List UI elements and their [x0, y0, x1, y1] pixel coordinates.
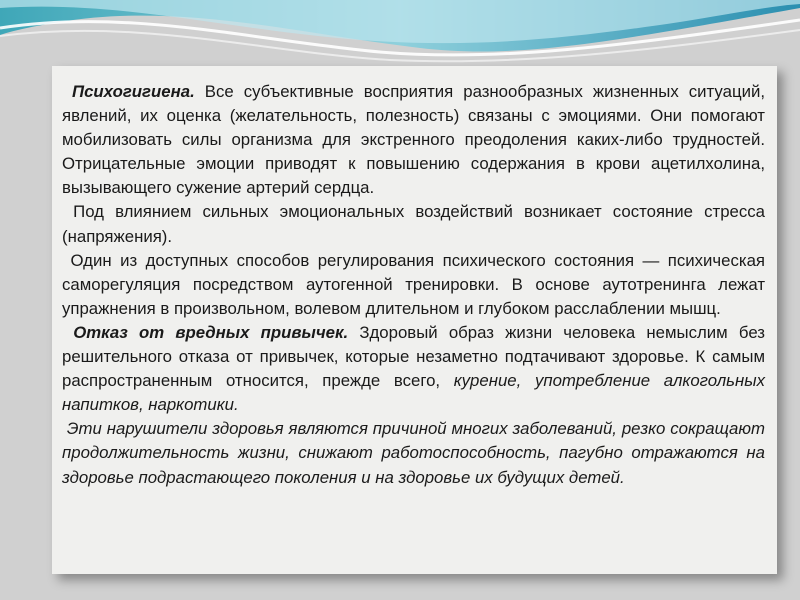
- paragraph-lead: Психогигиена.: [72, 82, 195, 101]
- paragraph-bad-habits: [62, 321, 765, 417]
- paragraph-psychohygiene: [62, 80, 765, 200]
- paragraph-text: Все субъективные восприятия разнообразных жизненных ситуаций, явлений, их оценка (желательность, полезность) связаны с эмоциями. Они помогают мобилизовать силы организма для экстренного преодоления каких-либо трудностей. Отрицательные эмоции приводят к повышению содержания в крови ацетилхолина, вызывающего сужение артерий сердца.: [62, 82, 765, 198]
- paragraph-text: Один из доступных способов регулирования психического состояния — психическая саморегуляция посредством аутогенной тренировки. В основе аутотренинга лежат упражнения в произвольном, волевом длительном и глубоком расслаблении мышц.: [62, 250, 765, 318]
- paragraph-autotraining: [62, 249, 765, 321]
- paragraph-text: Под влиянием сильных эмоциональных воздействий возникает состояние стресса (напряжения).: [62, 202, 765, 246]
- paragraph-text: Эти нарушители здоровья являются причиной многих заболеваний, резко сокращают продолжительность жизни, снижают работоспособность, пагубно отражаются на здоровье подрастающего поколения и на здоровье их будущих детей.: [62, 419, 765, 487]
- paragraph-italic: курение, употребление алкогольных напитков, наркотики.: [62, 371, 765, 415]
- paragraph-lead: Отказ от вредных привычек.: [73, 322, 349, 342]
- paragraph-stress: [62, 200, 765, 248]
- paragraph-text: Здоровый образ жизни человека немыслим без решительного отказа от привычек, которые незаметно подтачивают здоровье. К самым распространенным относится, прежде всего,: [62, 322, 765, 391]
- text-body: [62, 80, 765, 490]
- paragraph-health-violators: [62, 417, 765, 489]
